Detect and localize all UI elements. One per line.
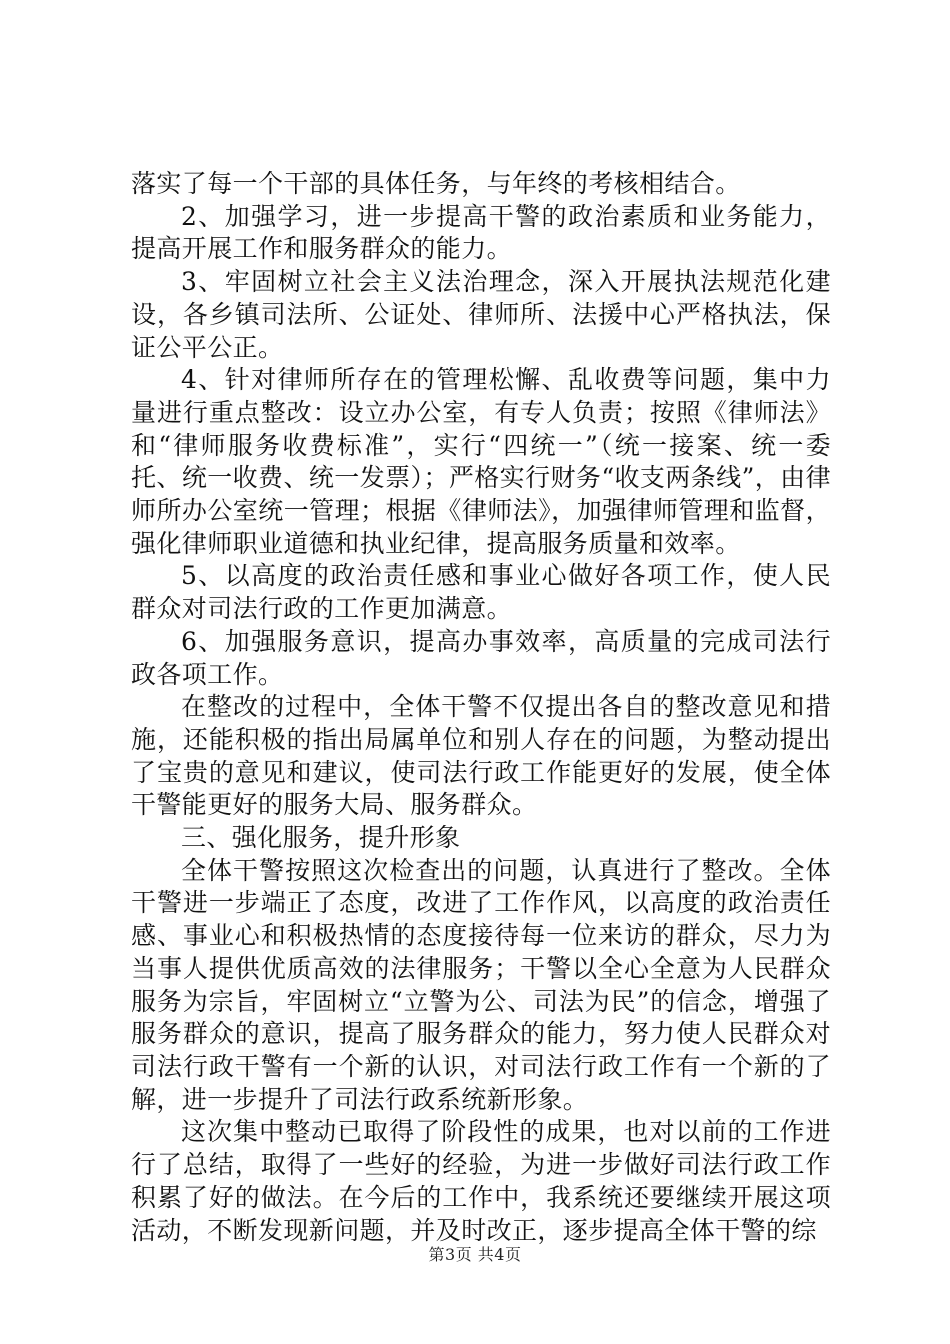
paragraph-item-4: 4、针对律师所存在的管理松懈、乱收费等问题，集中力量进行重点整改：设立办公室，有专人负责；按照《律师法》和“律师服务收费标准”，实行“四统一”（统一接案、统一委托、统一收费、统一发票）；严格实行财务“收支两条线”，由律师所办公室统一管理；根据《律师法》，加强律师管理和监督，强化律师职业道德和执业纪律，提高服务质量和效率。 [131, 365, 831, 558]
paragraph-item-3: 3、牢固树立社会主义法治理念，深入开展执法规范化建设，各乡镇司法所、公证处、律师所、法援中心严格执法，保证公平公正。 [131, 267, 831, 362]
paragraph-item-6: 6、加强服务意识，提高办事效率，高质量的完成司法行政各项工作。 [131, 626, 831, 689]
paragraph-conclusion: 这次集中整动已取得了阶段性的成果，也对以前的工作进行了总结，取得了一些好的经验，为进一步做好司法行政工作积累了好的做法。在今后的工作中，我系统还要继续开展这项活动，不断发现新问题，并及时改正，逐步提高全体干警的综 [131, 1117, 831, 1245]
document-body [131, 168, 831, 1247]
paragraph-continuation: 落实了每一个干部的具体任务，与年终的考核相结合。 [131, 169, 741, 198]
paragraph-item-5: 5、以高度的政治责任感和事业心做好各项工作，使人民群众对司法行政的工作更加满意。 [131, 561, 831, 624]
paragraph-rectification-summary: 在整改的过程中，全体干警不仅提出各自的整改意见和措施，还能积极的指出局属单位和别人存在的问题，为整动提出了宝贵的意见和建议，使司法行政工作能更好的发展，使全体干警能更好的服务大局、服务群众。 [131, 692, 831, 820]
paragraph-item-2: 2、加强学习，进一步提高干警的政治素质和业务能力，提高开展工作和服务群众的能力。 [131, 201, 831, 264]
paragraph-service-improvement: 全体干警按照这次检查出的问题，认真进行了整改。全体干警进一步端正了态度，改进了工作作风，以高度的政治责任感、事业心和积极热情的态度接待每一位来访的群众，尽力为当事人提供优质高效的法律服务；干警以全心全意为人民群众服务为宗旨，牢固树立“立警为公、司法为民”的信念，增强了服务群众的意识，提高了服务群众的能力，努力使人民群众对司法行政干警有一个新的认识，对司法行政工作有一个新的了解，进一步提升了司法行政系统新形象。 [131, 855, 831, 1114]
section-heading-3: 三、强化服务，提升形象 [181, 823, 461, 853]
page-number-footer: 第3页 共4页 [428, 1245, 522, 1264]
